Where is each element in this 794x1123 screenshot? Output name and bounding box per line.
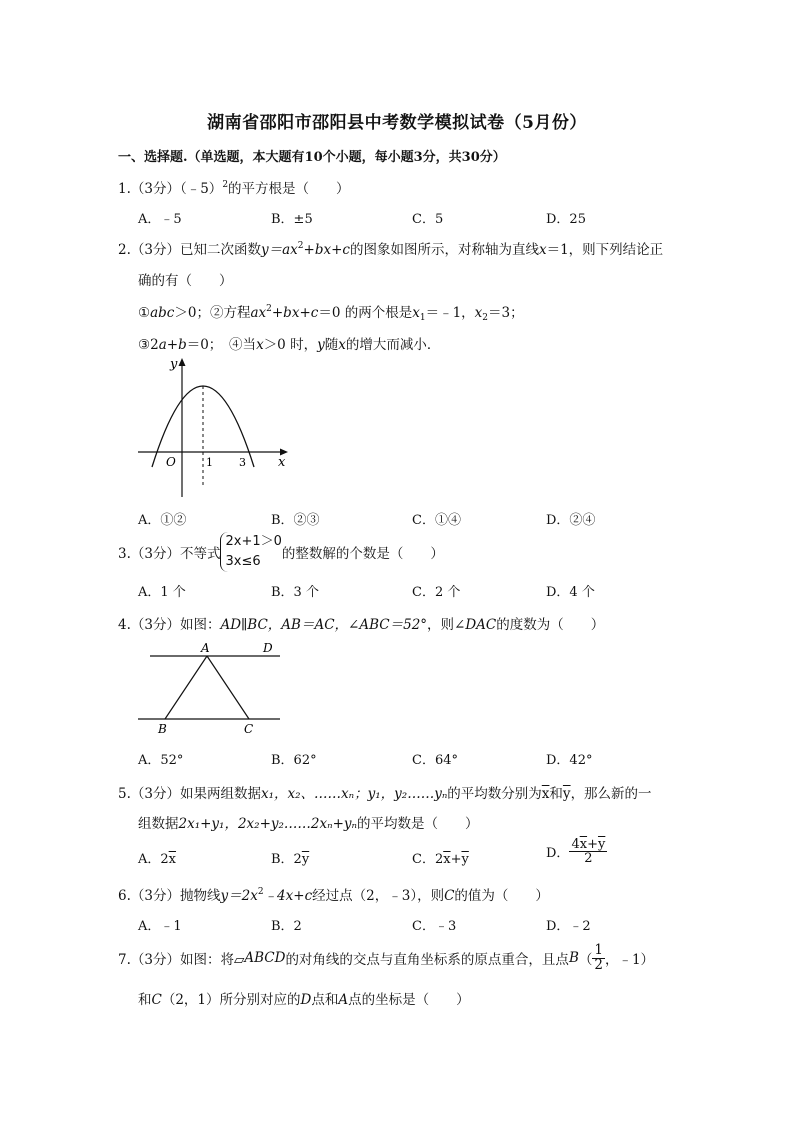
label-c: C [244, 722, 254, 736]
question-1-option-c: C．5 [412, 212, 444, 227]
y-axis-arrow [179, 358, 186, 366]
segment-ac [207, 656, 249, 719]
question-4-option-d: D．42° [546, 753, 593, 768]
parabola-graph [130, 350, 300, 505]
question-6-option-d: D．﹣2 [546, 919, 591, 934]
x-axis-label: x [278, 455, 286, 470]
triangle-figure [134, 638, 284, 738]
question-2-line-1: 2.（3分）已知二次函数$y=ax^2+bx+c$的图象如图所示，对称轴为直线x＝1，则下列结论正 [118, 241, 664, 258]
question-2-line-4: ③2a+b＝0； ④当x＞0 时，y随x的增大而减小． [138, 337, 441, 353]
label-b: B [158, 722, 167, 736]
question-2-option-c: C．①④ [412, 513, 461, 528]
segment-ab [165, 656, 207, 719]
tick-label-1: 1 [206, 456, 213, 469]
question-3-stem: 3.（3分）不等式 2x+1＞0 3x≤6 的整数解的个数是（ ） [118, 532, 444, 572]
question-5-option-c: C．$2\overline{x}+\overline{y}$ [412, 852, 469, 867]
question-6-option-b: B．2 [271, 919, 302, 934]
question-2-option-a: A．①② [138, 513, 187, 528]
label-d: D [263, 641, 273, 655]
question-2-line-2: 确的有（ ） [138, 273, 233, 289]
question-2-option-d: D．②④ [546, 513, 596, 528]
question-1-option-d: D．25 [546, 212, 586, 227]
question-3-option-b: B．3 个 [271, 585, 319, 600]
question-3-option-a: A．1 个 [138, 585, 186, 600]
question-1-option-a: A．﹣5 [138, 212, 182, 227]
tick-label-3: 3 [239, 456, 246, 469]
label-a: A [201, 641, 210, 655]
question-3-option-c: C．2 个 [412, 585, 461, 600]
question-7-line-2: 和C（2，1）所分别对应的D点和A点的坐标是（ ） [138, 992, 470, 1008]
section-heading: 一、选择题.（单选题，本大题有10个小题，每小题3分，共30分） [118, 150, 506, 165]
question-2-line-3: ①abc＞0；②方程$ax^2+bx+c=0$ 的两个根是$x_1=﹣1$，$x_2=3$； [138, 304, 524, 323]
question-1-stem: 1.（3分）（﹣5）$^2$的平方根是（ ） [118, 180, 350, 197]
question-5-option-a: A．$2\overline{x}$ [138, 852, 177, 867]
question-6-option-a: A．﹣1 [138, 919, 182, 934]
question-5-option-d: D． $\frac{4\overline{x}+\overline{y}}{2}$ [546, 837, 606, 866]
question-3-option-d: D．4 个 [546, 585, 595, 600]
question-4-option-c: C．64° [412, 753, 458, 768]
question-5-line-2: 组数据2x₁+y₁，2x₂+y₂……2xₙ+yₙ的平均数是（ ） [138, 816, 479, 832]
point-b-fraction: $\frac{1}{2}$ [594, 942, 603, 973]
question-1-option-b: B．±5 [271, 212, 313, 227]
question-7-line-1: 7.（3分）如图：将▱ABCD的对角线的交点与直角坐标系的原点重合，且点B（ $\frac{1}{2}$ ，﹣1） [118, 942, 655, 973]
question-5-option-b: B．$2\overline{y}$ [271, 852, 310, 867]
question-2-option-b: B．②③ [271, 513, 320, 528]
question-4-stem: 4.（3分）如图：AD∥BC，AB＝AC，∠ABC＝52°，则∠DAC的度数为（ ） [118, 617, 605, 633]
y-axis-label: y [170, 357, 178, 372]
question-4-option-b: B．62° [271, 753, 317, 768]
question-4-option-a: A．52° [138, 753, 184, 768]
question-6-stem: 6.（3分）抛物线$y=2x^2﹣4x+c$经过点（2，﹣3），则C的值为（ ） [118, 887, 549, 904]
question-6-option-c: C．﹣3 [412, 919, 457, 934]
option-d-fraction: $\frac{4\overline{x}+\overline{y}}{2}$ [571, 837, 606, 866]
question-5-line-1: 5.（3分）如果两组数据x₁，x₂、……xₙ；y₁，y₂……yₙ的平均数分别为$\overline{x}$和$\overline{y}$，那么新的一 [118, 786, 652, 802]
origin-label: O [166, 455, 176, 469]
inequality-system: 2x+1＞0 3x≤6 [220, 532, 281, 572]
page-title: 湖南省邵阳市邵阳县中考数学模拟试卷（5月份） [207, 113, 587, 133]
